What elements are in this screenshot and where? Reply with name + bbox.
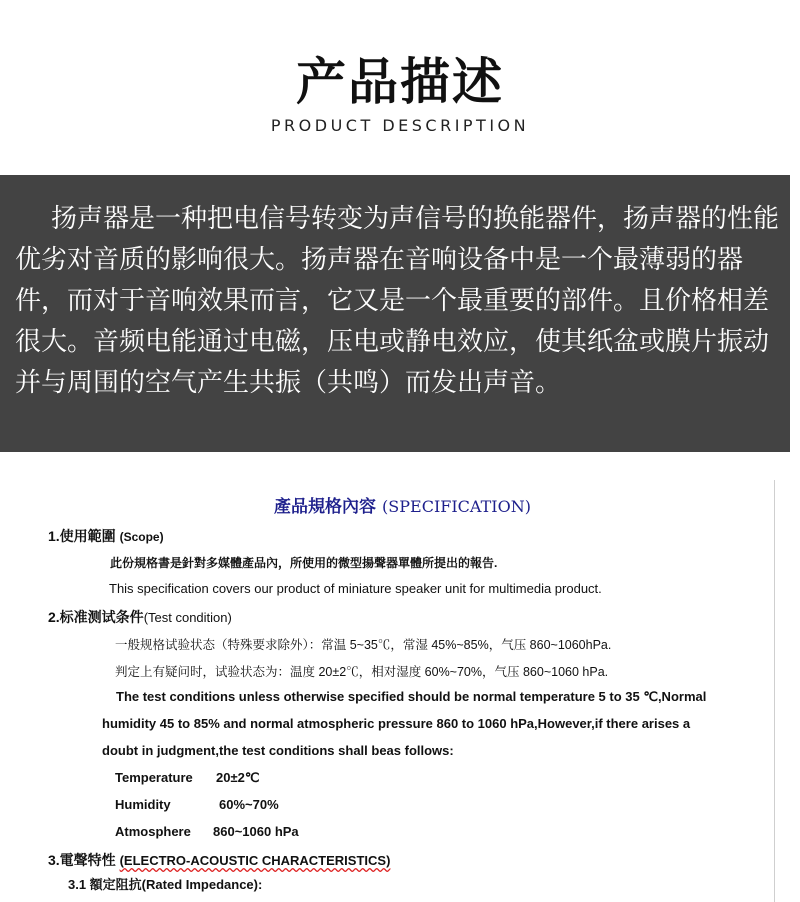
condition-label: Temperature: [115, 770, 193, 785]
test-condition-judgment: 判定上有疑问时，试验状态为：温度 20±2℃，相对湿度 60%~70%，气压 860~1060 hPa.: [115, 665, 609, 679]
spec-title: [30, 492, 775, 517]
condition-row: [115, 824, 299, 839]
description-text: 扬声器是一种把电信号转变为声信号的换能器件，扬声器的性能优劣对音质的影响很大。扬声器在音响设备中是一个最薄弱的器件，而对于音响效果而言，它又是一个最重要的部件。且价格相差很大。音频电能通过电磁，压电或静电效应，使其纸盆或膜片振动并与周围的空气产生共振（共鸣）而发出声音。: [15, 204, 780, 398]
electro-acoustic-heading-cn: 3.電聲特性: [48, 852, 116, 868]
scope-heading-cn: 1.使用範圍: [48, 528, 116, 544]
electro-acoustic-heading: [48, 850, 390, 870]
spec-title-cn: 產品規格內容: [274, 497, 377, 517]
header: [0, 0, 800, 175]
test-condition-heading-en: (Test condition): [143, 610, 232, 625]
condition-value: 860~1060 hPa: [213, 824, 299, 839]
electro-acoustic-heading-en: (ELECTRO-ACOUSTIC CHARACTERISTICS): [119, 853, 391, 868]
scope-text-cn: 此份規格書是針對多媒體產品內，所使用的微型揚聲器單體所提出的報告.: [110, 556, 498, 570]
test-condition-general: 一般规格试验状态（特殊要求除外）：常温 5~35℃，常湿 45%~85%，气压 860~1060hPa.: [115, 638, 612, 652]
test-condition-en-line2: humidity 45 to 85% and normal atmospheric pressure 860 to 1060 hPa,However,if there arises a: [102, 716, 691, 731]
condition-label: Humidity: [115, 797, 171, 812]
page-title: 产品描述: [296, 53, 504, 111]
condition-label: Atmosphere: [115, 824, 191, 839]
test-condition-en-line1: The test conditions unless otherwise specified should be normal temperature 5 to 35 ℃,Normal: [116, 689, 707, 704]
test-condition-en-line3: doubt in judgment,the test conditions shall beas follows:: [102, 743, 454, 758]
test-condition-heading: [48, 607, 232, 627]
rated-impedance-heading: 3.1 額定阻抗(Rated Impedance):: [68, 877, 263, 892]
condition-value: 60%~70%: [219, 797, 279, 812]
specification-sheet: [30, 480, 775, 902]
scope-heading-en: (Scope): [119, 530, 164, 544]
page-subtitle: PRODUCT DESCRIPTION: [270, 116, 530, 135]
condition-row: [115, 797, 279, 812]
condition-row: [115, 770, 259, 786]
condition-value: 20±2℃: [216, 770, 260, 785]
description-panel: [0, 175, 790, 452]
scope-heading: [48, 526, 164, 546]
spec-title-en: (SPECIFICATION): [382, 497, 531, 516]
scope-text-en: This specification covers our product of miniature speaker unit for multimedia product.: [109, 581, 602, 596]
test-condition-heading-cn: 2.标准测试条件: [48, 609, 144, 625]
